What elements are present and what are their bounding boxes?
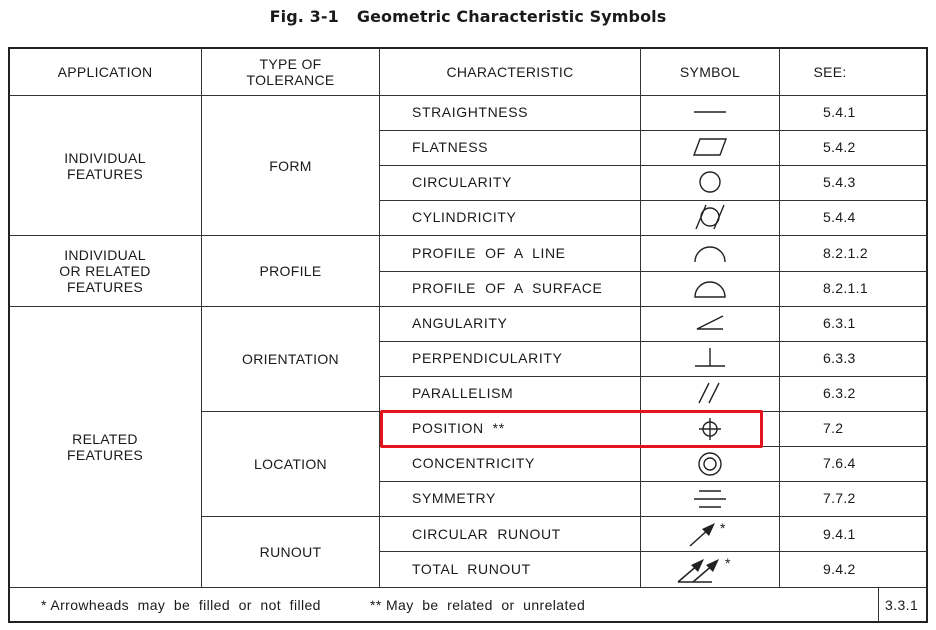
grid-line xyxy=(379,130,927,131)
figure-number: Fig. 3-1 xyxy=(269,7,339,26)
header-application: APPLICATION xyxy=(57,64,153,80)
type-form: FORM xyxy=(269,157,312,174)
grid-line xyxy=(379,341,927,342)
see-reference: 8.2.1.2 xyxy=(823,245,868,261)
header-symbol: SYMBOL xyxy=(679,64,741,80)
concentricity-icon xyxy=(640,451,780,477)
see-reference: 6.3.3 xyxy=(823,350,856,366)
type-location: LOCATION xyxy=(254,456,327,472)
header-see: SEE: xyxy=(813,64,847,80)
characteristic-perpendicularity: PERPENDICULARITY xyxy=(412,350,563,366)
grid-line xyxy=(379,376,927,377)
cylindricity-icon xyxy=(640,203,780,231)
characteristic-profile-of-a-surface: PROFILE OF A SURFACE xyxy=(412,280,603,296)
grid-line xyxy=(379,48,380,588)
circularity-icon xyxy=(640,170,780,194)
application-related-features: RELATED FEATURES xyxy=(66,431,144,463)
type-runout: RUNOUT xyxy=(259,544,322,560)
see-reference: 7.2 xyxy=(823,420,844,436)
characteristic-profile-of-a-line: PROFILE OF A LINE xyxy=(412,245,566,261)
see-reference: 7.6.4 xyxy=(823,455,856,471)
see-reference: 8.2.1.1 xyxy=(823,280,868,296)
characteristic-concentricity: CONCENTRICITY xyxy=(412,455,535,471)
characteristic-total-runout: TOTAL RUNOUT xyxy=(412,561,531,577)
grid-line xyxy=(379,551,927,552)
characteristic-symmetry: SYMMETRY xyxy=(412,490,496,506)
grid-line xyxy=(379,165,927,166)
see-reference: 9.4.1 xyxy=(823,526,856,542)
see-reference: 5.4.4 xyxy=(823,209,856,225)
total-runout-icon xyxy=(640,553,780,585)
angularity-icon xyxy=(640,311,780,335)
see-reference: 5.4.3 xyxy=(823,174,856,190)
see-reference: 5.4.1 xyxy=(823,104,856,120)
circular-runout-icon xyxy=(640,519,780,549)
footer-reference: 3.3.1 xyxy=(885,597,919,613)
footnote-arrowheads: * Arrowheads may be filled or not filled xyxy=(41,597,321,613)
grid-line xyxy=(379,271,927,272)
straightness-icon xyxy=(640,100,780,124)
profile-line-icon xyxy=(640,241,780,265)
application-individual-or-related-features: INDIVIDUAL OR RELATED FEATURES xyxy=(59,247,151,295)
characteristic-position: POSITION ** xyxy=(412,420,505,436)
characteristic-circularity: CIRCULARITY xyxy=(412,174,512,190)
characteristic-flatness: FLATNESS xyxy=(412,139,489,155)
see-reference: 7.7.2 xyxy=(823,490,856,506)
figure-title xyxy=(0,7,936,26)
grid-line xyxy=(9,587,927,588)
characteristic-angularity: ANGULARITY xyxy=(412,315,508,331)
characteristic-straightness: STRAIGHTNESS xyxy=(412,104,529,120)
characteristic-cylindricity: CYLINDRICITY xyxy=(412,209,517,225)
flatness-icon xyxy=(640,135,780,159)
header-characteristic: CHARACTERISTIC xyxy=(446,64,574,80)
parallelism-icon xyxy=(640,381,780,405)
header-type-of-tolerance: TYPE OF TOLERANCE xyxy=(246,56,335,88)
grid-line xyxy=(379,200,927,201)
see-reference: 6.3.2 xyxy=(823,385,856,401)
position-row-highlight xyxy=(380,410,763,448)
type-profile: PROFILE xyxy=(259,263,322,279)
profile-surface-icon xyxy=(640,276,780,300)
arrowhead-asterisk: * xyxy=(720,520,726,536)
figure-caption: Geometric Characteristic Symbols xyxy=(356,7,667,26)
perpendicularity-icon xyxy=(640,346,780,370)
footnote-related: ** May be related or unrelated xyxy=(370,597,586,613)
symmetry-icon xyxy=(640,486,780,512)
grid-line xyxy=(878,587,879,622)
arrowhead-asterisk: * xyxy=(725,555,731,571)
application-individual-features: INDIVIDUAL FEATURES xyxy=(64,149,146,182)
characteristic-parallelism: PARALLELISM xyxy=(412,385,514,401)
see-reference: 5.4.2 xyxy=(823,139,856,155)
see-reference: 6.3.1 xyxy=(823,315,856,331)
type-orientation: ORIENTATION xyxy=(242,351,339,367)
characteristic-circular-runout: CIRCULAR RUNOUT xyxy=(412,526,561,542)
grid-line xyxy=(379,481,927,482)
see-reference: 9.4.2 xyxy=(823,561,856,577)
